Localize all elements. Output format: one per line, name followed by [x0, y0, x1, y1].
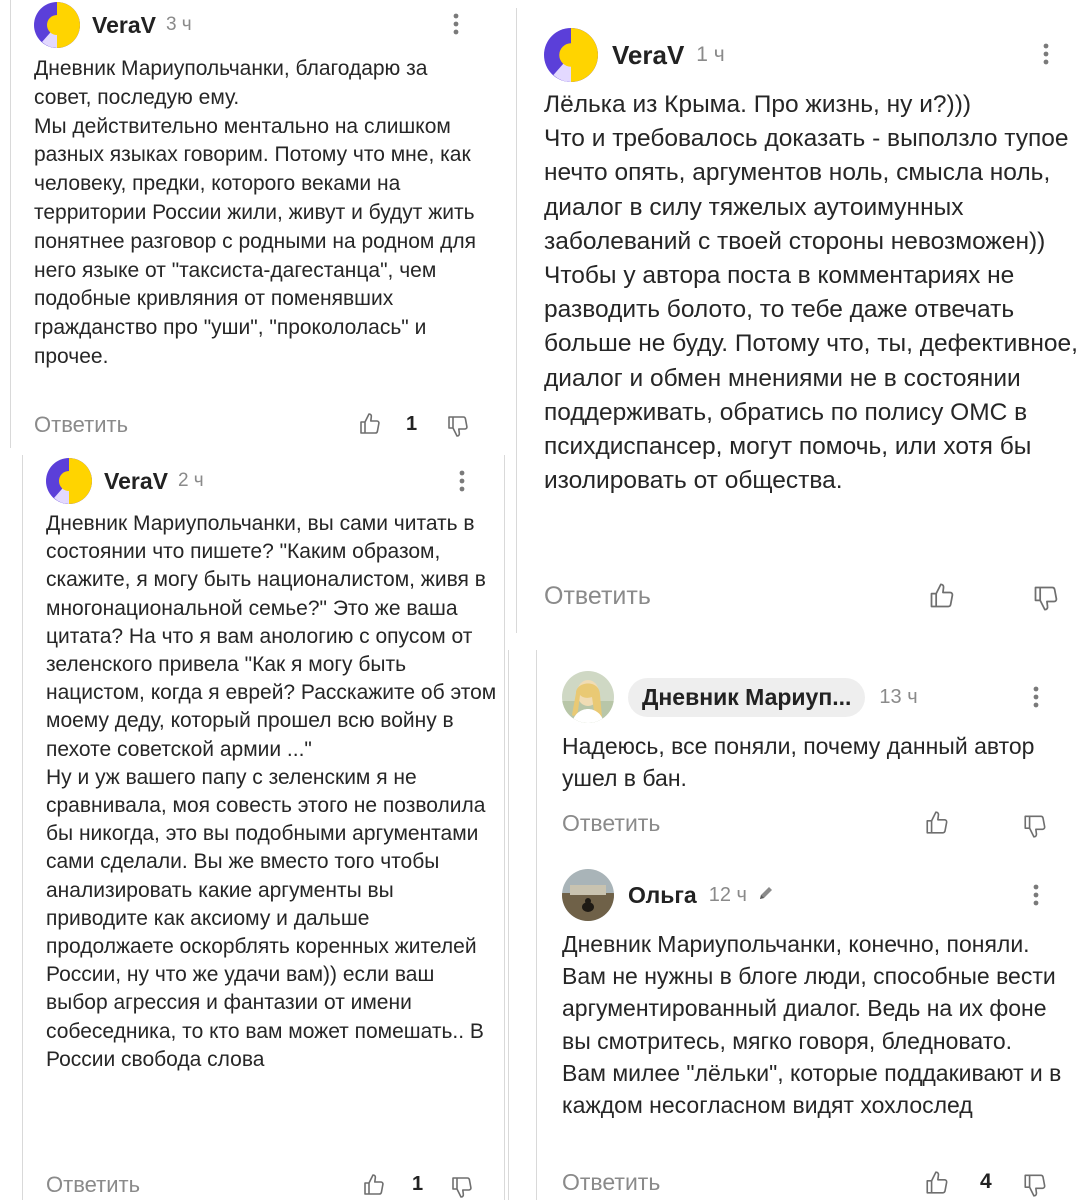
comment-header [544, 28, 725, 82]
more-options-icon[interactable] [1032, 883, 1040, 907]
comment-header [562, 671, 918, 723]
comment-paragraph: Дневник Мариупольчанки, вы сами читать в состоянии что пишете? "Каким образом, скажите, я могу быть националистом, живя в многонациональной семье?" Это же ваша цитата? На что я вам анологию с опусом от зеленского привела "Как я могу быть нацистом, когда я еврей? Расскажите об этом моему деду, который прошел всю войну в пехоте советской армии ..." [46, 512, 497, 761]
divider [10, 0, 11, 448]
comment-card-2 [22, 455, 504, 1200]
user-avatar[interactable] [562, 671, 614, 723]
user-avatar[interactable] [544, 28, 598, 82]
comment-paragraph: Дневник Мариупольчанки, благодарю за совет, последую ему. [34, 57, 428, 109]
divider [22, 455, 23, 1200]
more-options-icon[interactable] [452, 12, 460, 36]
thumbs-up-icon[interactable] [928, 582, 956, 610]
divider [536, 650, 537, 1200]
thumbs-up-icon[interactable] [924, 810, 950, 836]
comment-time: 12 ч [708, 883, 747, 906]
comment-author[interactable]: VeraV [612, 39, 685, 70]
comment-time: 3 ч [165, 14, 192, 35]
reply-button[interactable]: Ответить [562, 1169, 661, 1195]
comment-paragraph: Чтобы у автора поста в комментариях не разводить болото, то тебе даже отвечать больше не буду. Потому что, ты, дефективное, диалог и обмен мнениями не в состоянии поддерживать, обратись по полису ОМС в психдиспансер, могут помочь, или хотя бы изолировать от общества. [544, 262, 1078, 495]
comment-paragraph: Ну и уж вашего папу с зеленским я не сравнивала, моя совесть этого не позволила бы никогда, это вы подобными аргументами сами сделали. Вы же вместо того чтобы анализировать какие аргументы вы приводите как аксиому и дальше продолжаете оскорблять коренных жителей России, ну что же удачи вам)) если ваш выбор агрессия и фантазии от имени собеседника, то кто вам может помешать.. В России свобода слова [46, 765, 486, 1071]
comment-text [544, 88, 1080, 498]
comment-paragraph: Надеюсь, все поняли, почему данный автор ушел в бан. [562, 733, 1035, 791]
comment-text [46, 510, 498, 1074]
comment-author[interactable]: Дневник Мариуп... [628, 678, 865, 717]
comment-time: 13 ч [879, 685, 918, 708]
comment-author[interactable]: Ольга [628, 881, 697, 908]
pencil-icon [757, 884, 775, 907]
comment-card-1 [0, 0, 510, 448]
divider [508, 650, 509, 1200]
thumbs-down-icon[interactable] [1022, 813, 1048, 839]
reply-button[interactable]: Ответить [34, 412, 129, 437]
comment-author[interactable]: VeraV [104, 467, 168, 494]
comment-header [562, 869, 775, 921]
comment-paragraph: Мы действительно ментально на слишком разных языках говорим. Потому что мне, как человеку, предки, которого веками на территории России жили, живут и будут жить понятнее разговор с родными на родном для него языке от "таксиста-дагестанца", чем подобные кривляния от поменявших гражданство про "уши", "прокололась" и прочее. [34, 114, 477, 368]
reply-button[interactable]: Ответить [544, 582, 651, 610]
thumbs-up-icon[interactable] [924, 1170, 950, 1196]
more-options-icon[interactable] [1042, 42, 1050, 66]
reply-button[interactable]: Ответить [46, 1172, 141, 1197]
more-options-icon[interactable] [1032, 685, 1040, 709]
comment-text [562, 928, 1062, 1121]
comment-card-3 [518, 8, 1088, 633]
comment-text [34, 55, 486, 372]
user-avatar[interactable] [34, 2, 80, 48]
comment-author[interactable]: VeraV [92, 11, 156, 38]
thumbs-down-icon[interactable] [1032, 584, 1060, 612]
thumbs-down-icon[interactable] [1022, 1172, 1048, 1198]
user-avatar[interactable] [46, 458, 92, 504]
divider [516, 8, 517, 633]
comment-text [562, 730, 1062, 794]
thumbs-up-icon[interactable] [358, 412, 382, 436]
like-count: 1 [412, 1173, 424, 1195]
comment-header [34, 2, 192, 48]
comment-time: 1 ч [696, 43, 725, 66]
comment-thread-panel [536, 650, 1088, 1200]
like-count: 1 [406, 413, 418, 435]
thumbs-down-icon[interactable] [446, 414, 470, 438]
thumbs-down-icon[interactable] [450, 1175, 474, 1199]
reply-button[interactable]: Ответить [562, 810, 661, 836]
divider [504, 455, 505, 1200]
like-count: 4 [980, 1170, 992, 1193]
comment-paragraph: Дневник Мариупольчанки, конечно, поняли. Вам не нужны в блоге люди, способные вести аргументированный диалог. Ведь на их фоне вы смотритесь, мягко говоря, бледновато. Вам милее "лёльки", которые поддакивают и в каждом несогласном видят хохлослед [562, 931, 1062, 1119]
user-avatar[interactable] [562, 869, 614, 921]
comment-paragraph: Что и требовалось доказать - выползло тупое нечто опять, аргументов ноль, смысла ноль, диалог в силу тяжелых аутоимунных заболеваний с твоей стороны невозможен)) [544, 125, 1069, 255]
thumbs-up-icon[interactable] [362, 1173, 386, 1197]
more-options-icon[interactable] [458, 469, 466, 493]
comment-paragraph: Лёлька из Крыма. Про жизнь, ну и?))) [544, 91, 972, 118]
comment-header [46, 458, 204, 504]
comment-time: 2 ч [177, 470, 204, 491]
